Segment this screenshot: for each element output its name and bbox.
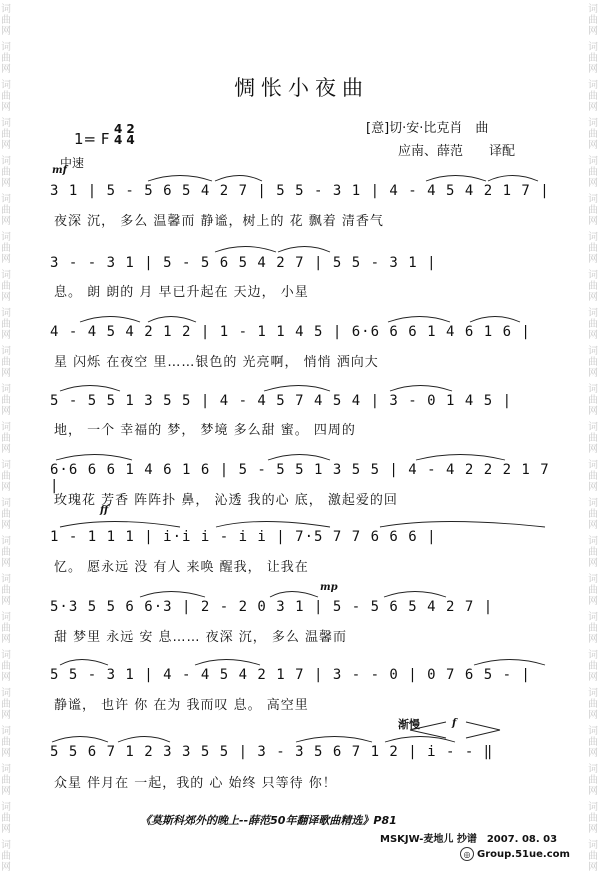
watermark-glyph: 曲 bbox=[1, 395, 11, 406]
slur bbox=[390, 386, 452, 392]
watermark-glyph: 词 bbox=[588, 194, 598, 205]
watermark-glyph: 词 bbox=[588, 612, 598, 623]
watermark-glyph: 曲 bbox=[588, 395, 598, 406]
slur bbox=[215, 247, 276, 253]
watermark-glyph: 词 bbox=[1, 498, 11, 509]
watermark-glyph: 网 bbox=[1, 254, 11, 265]
lyric-line-5: 玫瑰花 芳香 阵阵扑 鼻， 沁透 我的心 底， 激起爱的回 bbox=[54, 493, 398, 508]
dynamic-f: f bbox=[452, 718, 457, 729]
notation-line-7: 5·3 5 5 6 6·3 | 2 - 2 0 3 1 | 5 - 5 6 5 4 2 7 | bbox=[50, 599, 494, 615]
watermark-glyph: 网 bbox=[588, 254, 598, 265]
watermark-glyph: 网 bbox=[1, 634, 11, 645]
slur bbox=[52, 737, 108, 743]
scribe-credit: MSKJW-麦地儿 抄谱 2007. 08. 03 bbox=[380, 834, 558, 845]
watermark-glyph: 词 bbox=[1, 118, 11, 129]
slur bbox=[384, 592, 446, 598]
watermark-glyph: 曲 bbox=[588, 167, 598, 178]
slur bbox=[195, 660, 260, 666]
watermark-glyph: 网 bbox=[1, 482, 11, 493]
watermark-glyph: 曲 bbox=[1, 851, 11, 862]
watermark-glyph: 词 bbox=[588, 384, 598, 395]
lyric-line-2: 息。 朗 朗的 月 早已升起在 天边， 小星 bbox=[54, 285, 309, 300]
watermark-glyph: 曲 bbox=[588, 281, 598, 292]
key-signature: 1= F bbox=[74, 130, 110, 148]
watermark-glyph: 曲 bbox=[1, 813, 11, 824]
slur bbox=[470, 317, 520, 323]
slur bbox=[296, 737, 372, 743]
watermark-glyph: 网 bbox=[588, 672, 598, 683]
watermark-glyph: 词 bbox=[588, 346, 598, 357]
slur bbox=[140, 592, 205, 598]
slur bbox=[216, 522, 330, 528]
watermark-glyph: 网 bbox=[1, 140, 11, 151]
watermark-glyph: 网 bbox=[588, 444, 598, 455]
watermark-glyph: 词 bbox=[1, 612, 11, 623]
watermark-glyph: 词 bbox=[588, 498, 598, 509]
translator-credit: 应南、薛范 译配 bbox=[398, 144, 516, 159]
watermark-glyph: 词 bbox=[588, 802, 598, 813]
watermark-glyph: 网 bbox=[1, 748, 11, 759]
watermark-glyph: 词 bbox=[1, 194, 11, 205]
watermark-glyph: 曲 bbox=[588, 129, 598, 140]
watermark-glyph: 词 bbox=[588, 460, 598, 471]
watermark-glyph: 网 bbox=[588, 786, 598, 797]
watermark-glyph: 词 bbox=[588, 118, 598, 129]
slur bbox=[60, 660, 108, 666]
watermark-glyph: 曲 bbox=[588, 623, 598, 634]
watermark-glyph: 曲 bbox=[588, 319, 598, 330]
watermark-glyph: 词 bbox=[588, 536, 598, 547]
watermark-glyph: 词 bbox=[1, 308, 11, 319]
watermark-glyph: 曲 bbox=[588, 357, 598, 368]
watermark-glyph: 曲 bbox=[588, 813, 598, 824]
lyric-line-1: 夜深 沉， 多么 温馨而 静谧，树上的 花 飘着 清香气 bbox=[54, 214, 384, 229]
watermark-glyph: 网 bbox=[588, 596, 598, 607]
watermark-glyph: 曲 bbox=[588, 509, 598, 520]
lyric-line-7: 甜 梦里 永远 安 息…… 夜深 沉， 多么 温馨而 bbox=[54, 630, 348, 645]
notation-line-4: 5 - 5 5 1 3 5 5 | 4 - 4 5 7 4 5 4 | 3 - 0 1 4 5 | bbox=[50, 393, 513, 409]
watermark-glyph: 词 bbox=[1, 346, 11, 357]
watermark-glyph: 曲 bbox=[1, 585, 11, 596]
watermark-glyph: 曲 bbox=[588, 661, 598, 672]
watermark-glyph: 曲 bbox=[1, 471, 11, 482]
watermark-glyph: 词 bbox=[1, 422, 11, 433]
watermark-glyph: 网 bbox=[1, 672, 11, 683]
watermark-glyph: 曲 bbox=[588, 433, 598, 444]
watermark-glyph: 词 bbox=[588, 840, 598, 851]
slur bbox=[474, 660, 545, 666]
watermark-glyph: 网 bbox=[1, 444, 11, 455]
slur bbox=[416, 455, 505, 461]
watermark-glyph: 曲 bbox=[1, 775, 11, 786]
watermark-glyph: 曲 bbox=[1, 129, 11, 140]
site-logo-icon: ◎ bbox=[460, 847, 474, 861]
meter-1: 4 4 bbox=[114, 122, 123, 147]
crescendo-mark bbox=[410, 722, 446, 738]
watermark-glyph: 网 bbox=[588, 368, 598, 379]
watermark-glyph: 词 bbox=[588, 80, 598, 91]
watermark-glyph: 网 bbox=[588, 710, 598, 721]
watermark-glyph: 曲 bbox=[1, 547, 11, 558]
watermark-glyph: 曲 bbox=[1, 623, 11, 634]
watermark-glyph: 网 bbox=[1, 406, 11, 417]
notation-line-5: 6·6 6 6 1 4 6 1 6 | 5 - 5 5 1 3 5 5 | 4 - 4 2 2 2 1 7 | bbox=[50, 462, 550, 494]
watermark-glyph: 词 bbox=[1, 460, 11, 471]
watermark-glyph: 曲 bbox=[588, 737, 598, 748]
composer-credit: [意]切·安·比克肖 曲 bbox=[366, 121, 489, 136]
watermark-glyph: 曲 bbox=[588, 91, 598, 102]
watermark-glyph: 词 bbox=[588, 270, 598, 281]
watermark-glyph: 词 bbox=[1, 232, 11, 243]
watermark-glyph: 网 bbox=[1, 368, 11, 379]
watermark-glyph: 网 bbox=[588, 64, 598, 75]
watermark-glyph: 网 bbox=[1, 862, 11, 873]
watermark-glyph: 词 bbox=[1, 270, 11, 281]
watermark-glyph: 词 bbox=[588, 156, 598, 167]
watermark-glyph: 曲 bbox=[588, 471, 598, 482]
slur bbox=[380, 522, 545, 528]
watermark-glyph: 网 bbox=[1, 520, 11, 531]
watermark-glyph: 词 bbox=[1, 802, 11, 813]
watermark-glyph: 曲 bbox=[1, 167, 11, 178]
slur bbox=[80, 317, 140, 323]
slur bbox=[215, 176, 262, 182]
watermark-glyph: 词 bbox=[1, 80, 11, 91]
decrescendo-mark bbox=[466, 722, 500, 738]
notation-line-3: 4 - 4 5 4 2 1 2 | 1 - 1 1 4 5 | 6·6 6 6 1 4 6 1 6 | bbox=[50, 324, 531, 340]
dynamic-ff: ff bbox=[100, 505, 109, 516]
lyric-line-4: 地， 一个 幸福的 梦， 梦境 多么甜 蜜。 四周的 bbox=[54, 423, 356, 438]
watermark-glyph: 词 bbox=[588, 726, 598, 737]
watermark-glyph: 曲 bbox=[1, 243, 11, 254]
watermark-glyph: 词 bbox=[588, 42, 598, 53]
watermark-glyph: 曲 bbox=[588, 585, 598, 596]
watermark-glyph: 网 bbox=[588, 216, 598, 227]
watermark-glyph: 曲 bbox=[588, 547, 598, 558]
watermark-glyph: 曲 bbox=[1, 281, 11, 292]
watermark-glyph: 曲 bbox=[588, 53, 598, 64]
slur bbox=[60, 386, 120, 392]
watermark-glyph: 网 bbox=[1, 710, 11, 721]
watermark-glyph: 曲 bbox=[588, 205, 598, 216]
watermark-glyph: 词 bbox=[1, 764, 11, 775]
slur bbox=[56, 455, 132, 461]
watermark-glyph: 网 bbox=[588, 482, 598, 493]
watermark-glyph: 网 bbox=[1, 26, 11, 37]
watermark-glyph: 网 bbox=[588, 558, 598, 569]
notation-line-9: 5 5 6 7 1 2 3 3 5 5 | 3 - 3 5 6 7 1 2 | i - - ‖ bbox=[50, 744, 494, 760]
watermark-glyph: 网 bbox=[1, 292, 11, 303]
slur bbox=[118, 737, 170, 743]
watermark-glyph: 网 bbox=[588, 292, 598, 303]
watermark-glyph: 曲 bbox=[1, 509, 11, 520]
slur bbox=[148, 176, 212, 182]
watermark-glyph: 词 bbox=[588, 4, 598, 15]
slur bbox=[264, 386, 330, 392]
slur bbox=[278, 247, 330, 253]
watermark-glyph: 网 bbox=[588, 140, 598, 151]
watermark-glyph: 曲 bbox=[1, 699, 11, 710]
notation-line-6: 1 - 1 1 1 | i·i i - i i | 7·5 7 7 6 6 6 | bbox=[50, 529, 437, 545]
notation-line-2: 3 - - 3 1 | 5 - 5 6 5 4 2 7 | 5 5 - 3 1 | bbox=[50, 255, 437, 271]
watermark-glyph: 网 bbox=[588, 862, 598, 873]
watermark-glyph: 网 bbox=[588, 824, 598, 835]
watermark-glyph: 网 bbox=[1, 824, 11, 835]
lyric-line-3: 星 闪烁 在夜空 里……银色的 光亮啊， 悄悄 洒向大 bbox=[54, 355, 379, 370]
watermark-glyph: 词 bbox=[588, 650, 598, 661]
watermark-glyph: 曲 bbox=[588, 851, 598, 862]
slur bbox=[60, 522, 180, 528]
watermark-glyph: 网 bbox=[1, 596, 11, 607]
watermark-glyph: 曲 bbox=[1, 15, 11, 26]
watermark-glyph: 词 bbox=[1, 840, 11, 851]
lyric-line-6: 忆。 愿永远 没 有人 来唤 醒我， 让我在 bbox=[54, 560, 309, 575]
watermark-glyph: 曲 bbox=[588, 699, 598, 710]
watermark-glyph: 网 bbox=[1, 102, 11, 113]
watermark-glyph: 曲 bbox=[588, 775, 598, 786]
watermark-glyph: 网 bbox=[588, 520, 598, 531]
slur bbox=[426, 176, 486, 182]
watermark-glyph: 词 bbox=[588, 232, 598, 243]
dynamic-mp: mp bbox=[320, 582, 338, 593]
watermark-glyph: 词 bbox=[1, 536, 11, 547]
slur bbox=[488, 176, 538, 182]
watermark-glyph: 曲 bbox=[1, 53, 11, 64]
slur bbox=[270, 592, 318, 598]
watermark-glyph: 词 bbox=[1, 650, 11, 661]
notation-line-1: 3 1 | 5 - 5 6 5 4 2 7 | 5 5 - 3 1 | 4 - 4 5 4 2 1 7 | bbox=[50, 183, 550, 199]
watermark-glyph: 词 bbox=[1, 4, 11, 15]
watermark-glyph: 词 bbox=[1, 384, 11, 395]
watermark-glyph: 词 bbox=[1, 726, 11, 737]
slur bbox=[268, 455, 330, 461]
watermark-glyph: 网 bbox=[1, 64, 11, 75]
watermark-glyph: 网 bbox=[1, 558, 11, 569]
site-brand bbox=[460, 847, 570, 861]
watermark-glyph: 网 bbox=[588, 178, 598, 189]
ritardando-marking: 渐慢 bbox=[398, 718, 420, 731]
watermark-glyph: 网 bbox=[1, 178, 11, 189]
lyric-line-8: 静谧， 也许 你 在为 我而叹 息。 高空里 bbox=[54, 698, 309, 713]
watermark-glyph: 网 bbox=[588, 748, 598, 759]
watermark-glyph: 网 bbox=[588, 406, 598, 417]
watermark-glyph: 网 bbox=[588, 330, 598, 341]
source-citation: 《莫斯科郊外的晚上--薛范50年翻译歌曲精选》P81 bbox=[140, 814, 397, 827]
watermark-glyph: 曲 bbox=[1, 91, 11, 102]
watermark-glyph: 曲 bbox=[1, 661, 11, 672]
watermark-glyph: 网 bbox=[1, 216, 11, 227]
watermark-glyph: 词 bbox=[1, 688, 11, 699]
watermark-glyph: 词 bbox=[588, 574, 598, 585]
tempo-marking: 中速 bbox=[60, 156, 85, 170]
watermark-glyph: 曲 bbox=[588, 15, 598, 26]
watermark-glyph: 网 bbox=[1, 786, 11, 797]
watermark-glyph: 词 bbox=[588, 688, 598, 699]
dynamic-mf: mf bbox=[52, 165, 67, 176]
notation-line-8: 5 5 - 3 1 | 4 - 4 5 4 2 1 7 | 3 - - 0 | 0 7 6 5 - | bbox=[50, 667, 531, 683]
site-name: Group.51ue.com bbox=[477, 848, 570, 860]
lyric-line-9: 众星 伴月在 一起，我的 心 始终 只等待 你！ bbox=[54, 776, 337, 791]
watermark-glyph: 曲 bbox=[588, 243, 598, 254]
watermark-glyph: 网 bbox=[588, 26, 598, 37]
watermark-glyph: 词 bbox=[588, 422, 598, 433]
watermark-glyph: 词 bbox=[588, 764, 598, 775]
watermark-glyph: 词 bbox=[588, 308, 598, 319]
watermark-glyph: 曲 bbox=[1, 737, 11, 748]
watermark-glyph: 词 bbox=[1, 156, 11, 167]
watermark-glyph: 曲 bbox=[1, 433, 11, 444]
slur bbox=[148, 317, 196, 323]
watermark-glyph: 词 bbox=[1, 42, 11, 53]
watermark-glyph: 词 bbox=[1, 574, 11, 585]
song-title: 惆怅小夜曲 bbox=[234, 76, 369, 100]
watermark-glyph: 网 bbox=[588, 634, 598, 645]
watermark-glyph: 曲 bbox=[1, 357, 11, 368]
watermark-glyph: 网 bbox=[1, 330, 11, 341]
watermark-glyph: 网 bbox=[588, 102, 598, 113]
slur bbox=[388, 317, 450, 323]
meter-2: 2 4 bbox=[126, 122, 135, 147]
watermark-glyph: 曲 bbox=[1, 205, 11, 216]
watermark-glyph: 曲 bbox=[1, 319, 11, 330]
